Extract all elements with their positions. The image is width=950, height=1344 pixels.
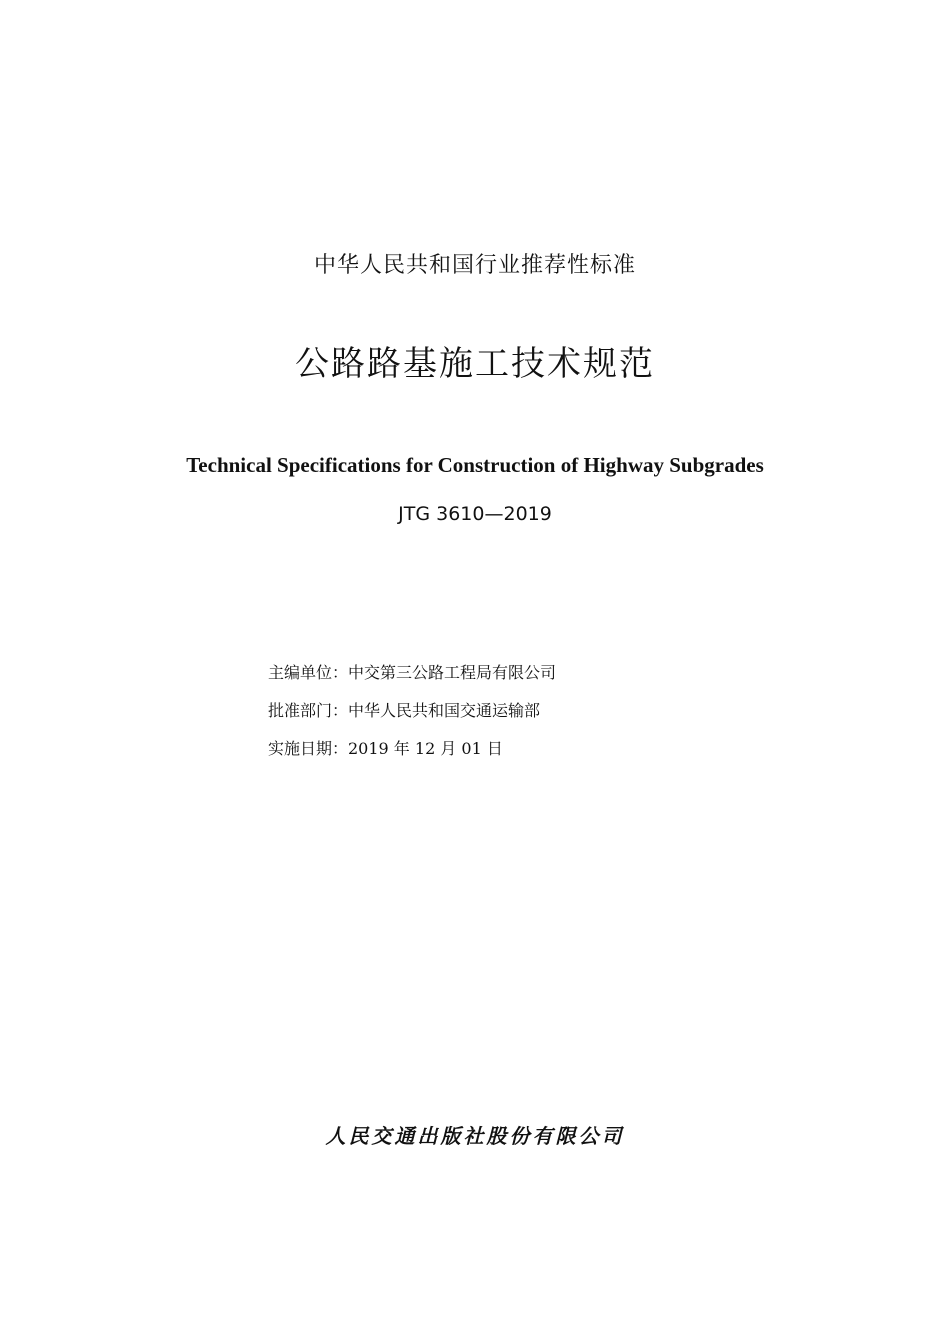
publication-info: [268, 654, 556, 768]
standard-code: JTG 3610—2019: [398, 503, 552, 525]
english-title: Technical Specifications for Construction of Highway Subgrades: [186, 453, 764, 477]
publisher-name: 人民交通出版社股份有限公司: [325, 1124, 625, 1148]
approval-department: 批准部门：中华人民共和国交通运输部: [268, 701, 541, 720]
editor-unit: 主编单位：中交第三公路工程局有限公司: [268, 663, 557, 682]
standard-category: 中华人民共和国行业推荐性标准: [313, 253, 636, 278]
chinese-title: 公路路基施工技术规范: [295, 344, 655, 384]
implementation-date: 实施日期：2019 年 12 月 01 日: [268, 739, 503, 758]
